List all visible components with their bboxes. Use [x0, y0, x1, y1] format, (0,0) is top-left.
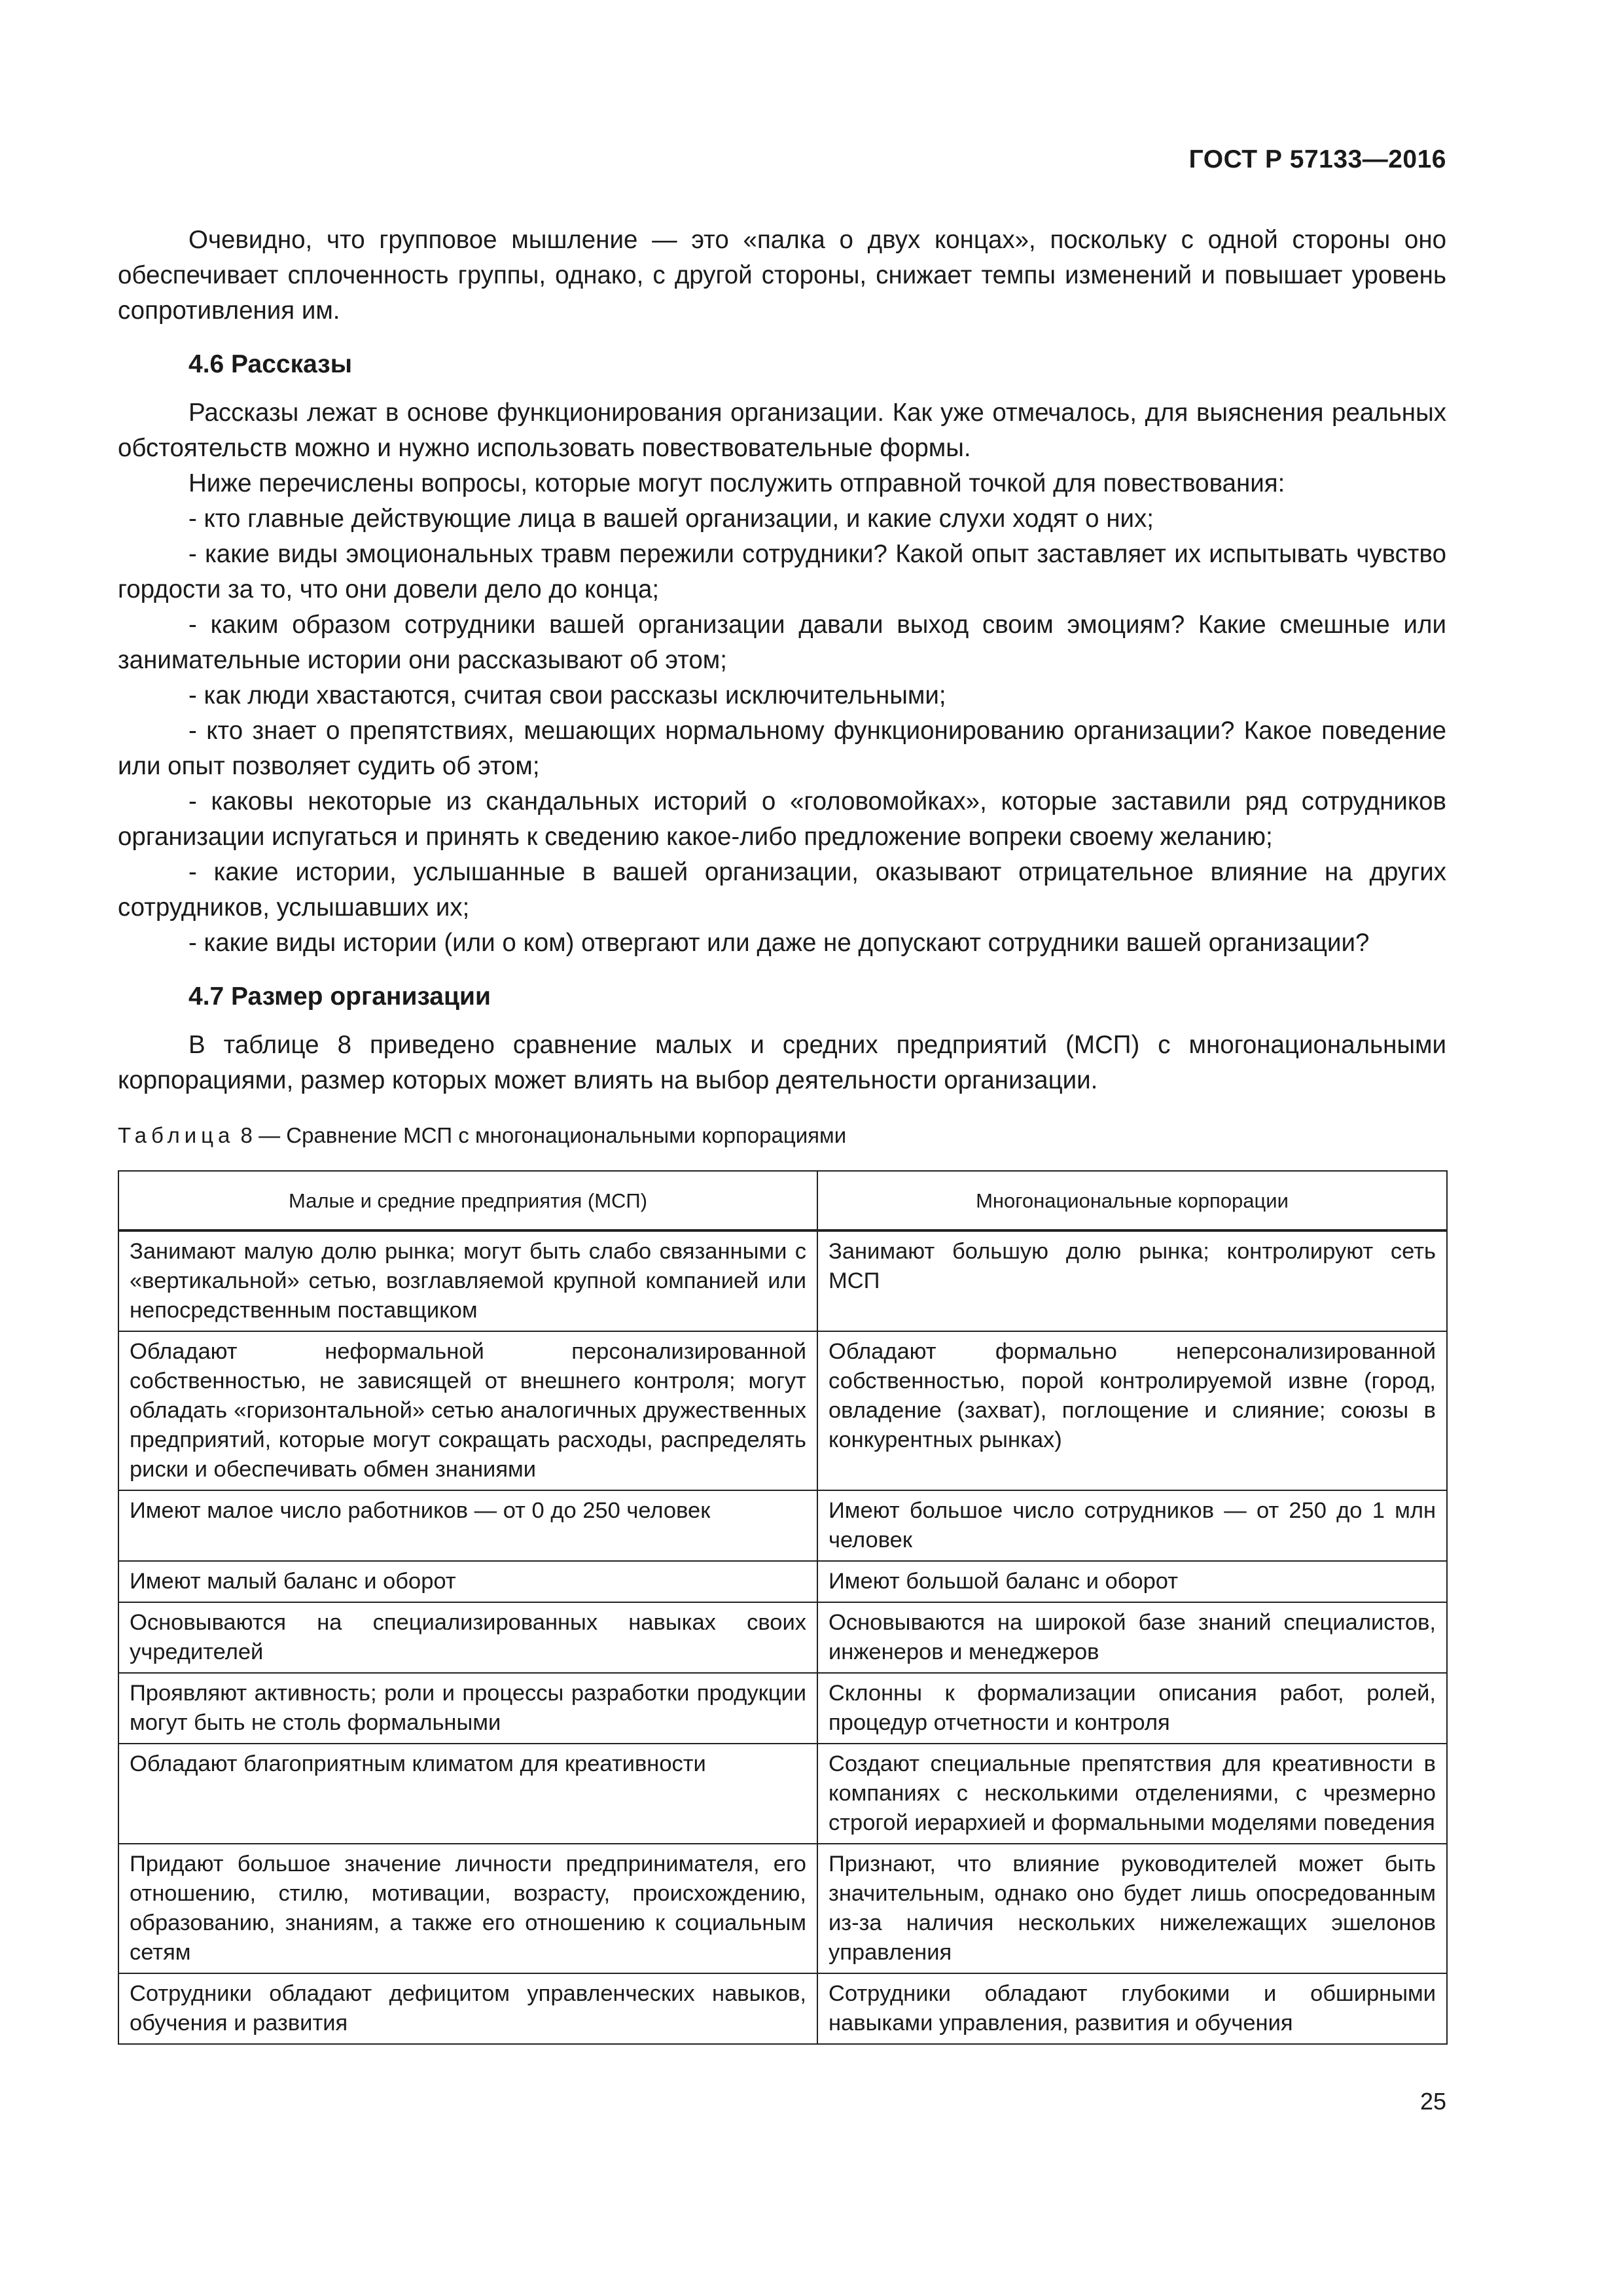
- list-item: - какие истории, услышанные в вашей организации, оказывают отрицательное влияние на других сотрудников, услышавших их;: [118, 858, 1446, 922]
- paragraph: Рассказы лежат в основе функционирования организации. Как уже отмечалось, для выяснения реальных обстоятельств можно и нужно использовать повествовательные формы.: [118, 399, 1446, 462]
- table-row: [118, 1331, 1447, 1490]
- table-caption-label: Таблица: [118, 1123, 235, 1147]
- table-header-row: [118, 1171, 1447, 1230]
- document-code: ГОСТ Р 57133—2016: [1188, 145, 1446, 173]
- section-4-7-heading: 4.7 Размер организации: [188, 982, 491, 1011]
- table-row: [118, 1230, 1447, 1331]
- table-cell: Проявляют активность; роли и процессы разработки продукции могут быть не столь формальными: [118, 1673, 817, 1744]
- intro-paragraph: Очевидно, что групповое мышление — это «палка о двух концах», поскольку с одной стороны оно обеспечивает сплоченность группы, однако, с другой стороны, снижает темпы изменений и повышает уровень сопротивления им.: [118, 226, 1446, 325]
- table-cell: Основываются на специализированных навыках своих учредителей: [118, 1602, 817, 1673]
- table-cell: Занимают малую долю рынка; могут быть слабо связанными с «вертикальной» сетью, возглавляемой крупной компанией или непосредственным поставщиком: [118, 1230, 817, 1331]
- table-row: [118, 1844, 1447, 1973]
- table-cell: Занимают большую долю рынка; контролируют сеть МСП: [817, 1230, 1447, 1331]
- table-row: [118, 1490, 1447, 1561]
- list-item: - какие виды истории (или о ком) отвергают или даже не допускают сотрудники вашей организации?: [188, 929, 1370, 957]
- table-cell: Основываются на широкой базе знаний специалистов, инженеров и менеджеров: [817, 1602, 1447, 1673]
- table-cell: Имеют малое число работников — от 0 до 250 человек: [118, 1490, 817, 1561]
- list-item: - кто главные действующие лица в вашей организации, и какие слухи ходят о них;: [188, 505, 1154, 533]
- table-row: [118, 1561, 1447, 1602]
- table-cell: Обладают неформальной персонализированной собственностью, не зависящей от внешнего контроля; могут обладать «горизонтальной» сетью аналогичных дружественных предприятий, которые могут сокращать расходы, распределять риски и обеспечивать обмен знаниями: [118, 1331, 817, 1490]
- table-cell: Обладают формально неперсонализированной собственностью, порой контролируемой извне (город, овладение (захват), поглощение и слияние; союзы в конкурентных рынках): [817, 1331, 1447, 1490]
- table-row: [118, 1973, 1447, 2044]
- table-cell: Создают специальные препятствия для креативности в компаниях с несколькими отделениями, с чрезмерно строгой иерархией и формальными моделями поведения: [817, 1744, 1447, 1844]
- list-item: - какие виды эмоциональных травм пережили сотрудники? Какой опыт заставляет их испытывать чувство гордости за то, что они довели дело до конца;: [118, 540, 1446, 603]
- comparison-table: [118, 1170, 1448, 2045]
- page-number: 25: [1419, 2088, 1446, 2115]
- table-cell: Склонны к формализации описания работ, ролей, процедур отчетности и контроля: [817, 1673, 1447, 1744]
- table-cell: Имеют малый баланс и оборот: [118, 1561, 817, 1602]
- list-item: - каковы некоторые из скандальных историй о «головомойках», которые заставили ряд сотрудников организации испугаться и принять к сведению какое-либо предложение вопреки своему желанию;: [118, 787, 1446, 851]
- table-cell: Обладают благоприятным климатом для креативности: [118, 1744, 817, 1844]
- table-row: [118, 1602, 1447, 1673]
- list-item: - кто знает о препятствиях, мешающих нормальному функционированию организации? Какое поведение или опыт позволяет судить об этом;: [118, 717, 1446, 780]
- paragraph: Ниже перечислены вопросы, которые могут послужить отправной точкой для повествования:: [188, 469, 1285, 497]
- table-caption: [118, 1121, 1446, 1151]
- table-caption-text: 8 — Сравнение МСП с многонациональными корпорациями: [234, 1123, 847, 1147]
- table-cell: Имеют большое число сотрудников — от 250 до 1 млн человек: [817, 1490, 1447, 1561]
- table-cell: Сотрудники обладают дефицитом управленческих навыков, обучения и развития: [118, 1973, 817, 2044]
- column-header: Малые и средние предприятия (МСП): [118, 1171, 817, 1230]
- paragraph: В таблице 8 приведено сравнение малых и средних предприятий (МСП) с многонациональными корпорациями, размер которых может влиять на выбор деятельности организации.: [118, 1031, 1446, 1094]
- table-cell: Имеют большой баланс и оборот: [817, 1561, 1447, 1602]
- section-4-6-heading: 4.6 Рассказы: [188, 350, 352, 378]
- table-row: [118, 1673, 1447, 1744]
- table-cell: Сотрудники обладают глубокими и обширными навыками управления, развития и обучения: [817, 1973, 1447, 2044]
- list-item: - как люди хвастаются, считая свои рассказы исключительными;: [188, 681, 946, 709]
- page-content: [118, 223, 1446, 2045]
- list-item: - каким образом сотрудники вашей организации давали выход своим эмоциям? Какие смешные или занимательные истории они рассказывают об этом;: [118, 611, 1446, 674]
- table-row: [118, 1744, 1447, 1844]
- table-cell: Придают большое значение личности предпринимателя, его отношению, стилю, мотивации, возрасту, происхождению, образованию, знаниям, а также его отношению к социальным сетям: [118, 1844, 817, 1973]
- table-cell: Признают, что влияние руководителей может быть значительным, однако оно будет лишь опосредованным из-за наличия нескольких нижележащих эшелонов управления: [817, 1844, 1447, 1973]
- column-header: Многонациональные корпорации: [817, 1171, 1447, 1230]
